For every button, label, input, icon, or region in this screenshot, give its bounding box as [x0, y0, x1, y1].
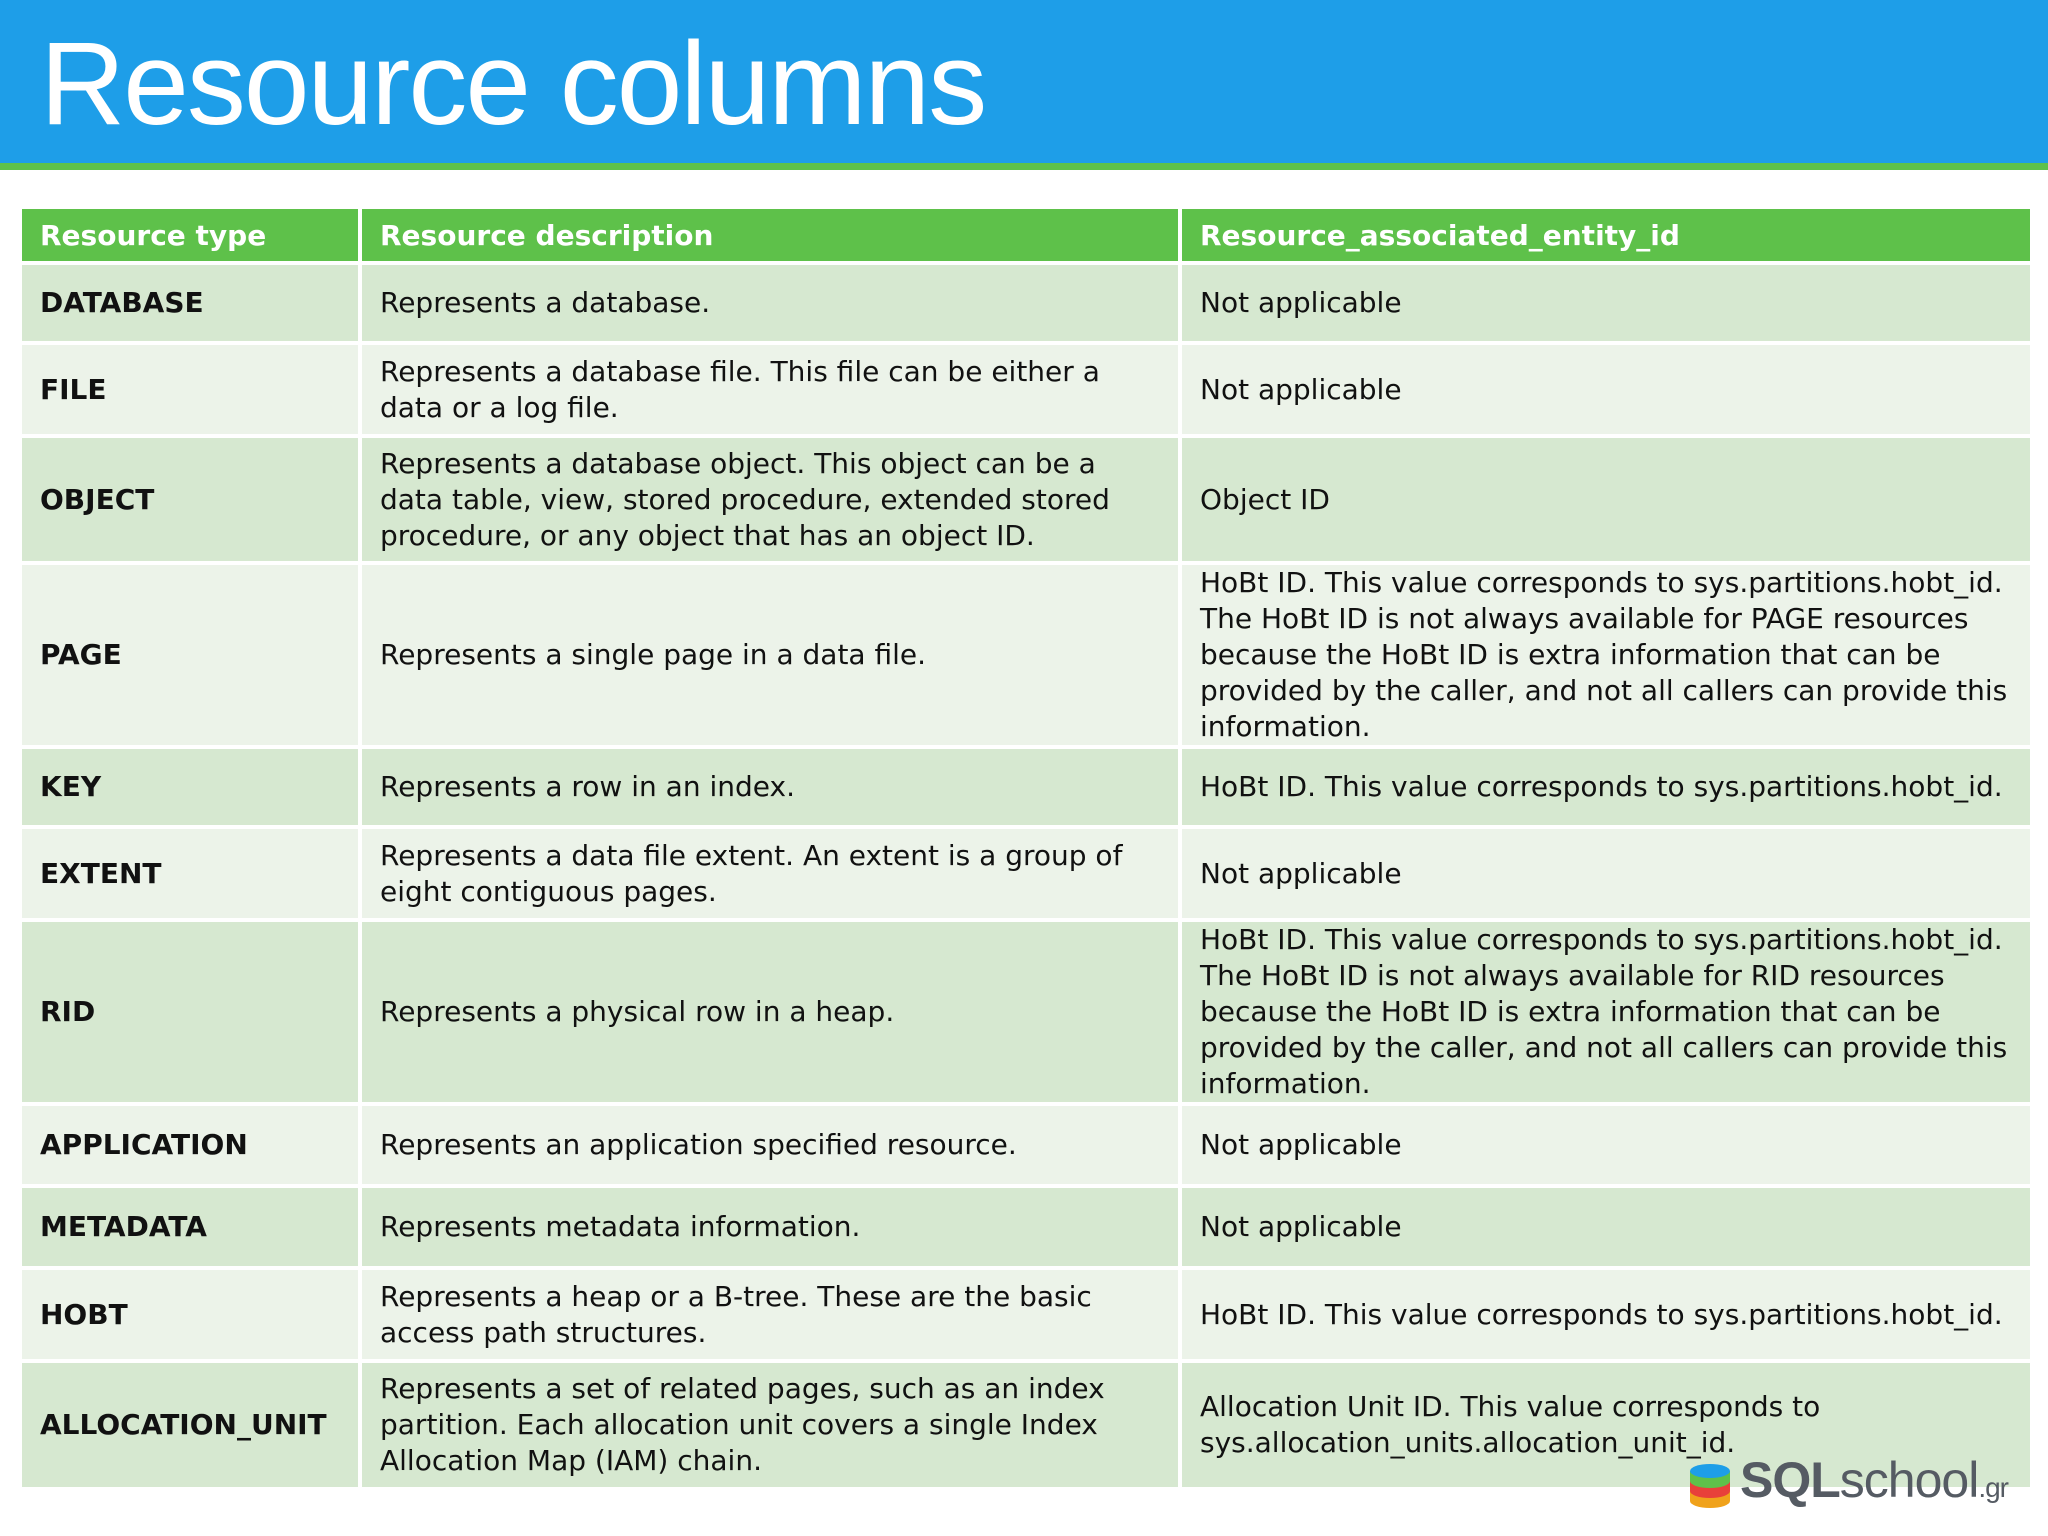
logo-sql: SQL [1739, 1452, 1840, 1508]
header-resource-type: Resource type [20, 207, 360, 263]
logo-school: school [1839, 1452, 1979, 1508]
sqlschool-logo [1688, 1454, 2008, 1514]
cell-associated-entity-id: Not applicable [1180, 263, 2032, 343]
cell-associated-entity-id: Allocation Unit ID. This value corresponds to sys.allocation_units.allocation_unit_id. [1180, 1361, 2032, 1489]
cell-associated-entity-id: Not applicable [1180, 1186, 2032, 1268]
table-row [20, 920, 2032, 1104]
cell-resource-type: KEY [20, 747, 360, 827]
cell-resource-type: METADATA [20, 1186, 360, 1268]
cell-resource-type: DATABASE [20, 263, 360, 343]
table-row [20, 827, 2032, 920]
header-associated-entity-id: Resource_associated_entity_id [1180, 207, 2032, 263]
cell-resource-description: Represents a database file. This file can be either a data or a log file. [360, 343, 1180, 436]
table-row [20, 747, 2032, 827]
logo-gr: .gr [1978, 1472, 2008, 1503]
cell-resource-description: Represents a database. [360, 263, 1180, 343]
cell-resource-type: RID [20, 920, 360, 1104]
database-stack-icon [1688, 1459, 1732, 1509]
table-row [20, 1104, 2032, 1186]
cell-resource-description: Represents an application specified resource. [360, 1104, 1180, 1186]
table-row [20, 343, 2032, 436]
cell-resource-type: OBJECT [20, 436, 360, 563]
cell-resource-description: Represents a single page in a data file. [360, 563, 1180, 747]
cell-associated-entity-id: Object ID [1180, 436, 2032, 563]
cell-associated-entity-id: HoBt ID. This value corresponds to sys.partitions.hobt_id. [1180, 747, 2032, 827]
table-row [20, 1186, 2032, 1268]
cell-resource-description: Represents a database object. This object can be a data table, view, stored procedure, extended stored procedure, or any object that has an object ID. [360, 436, 1180, 563]
resource-table-container [18, 205, 2030, 1491]
cell-resource-type: ALLOCATION_UNIT [20, 1361, 360, 1489]
cell-resource-description: Represents a row in an index. [360, 747, 1180, 827]
cell-resource-type: APPLICATION [20, 1104, 360, 1186]
header-resource-description: Resource description [360, 207, 1180, 263]
title-bar [0, 0, 2048, 170]
table-header-row [20, 207, 2032, 263]
table-row [20, 436, 2032, 563]
resource-table [18, 205, 2034, 1491]
table-row [20, 1268, 2032, 1361]
cell-associated-entity-id: Not applicable [1180, 1104, 2032, 1186]
slide-title: Resource columns [40, 18, 986, 150]
cell-resource-description: Represents metadata information. [360, 1186, 1180, 1268]
cell-resource-description: Represents a heap or a B-tree. These are the basic access path structures. [360, 1268, 1180, 1361]
cell-associated-entity-id: HoBt ID. This value corresponds to sys.partitions.hobt_id. The HoBt ID is not always available for PAGE resources because the HoBt ID is extra information that can be provided by the caller, and not all callers can provide this information. [1180, 563, 2032, 747]
table-row [20, 263, 2032, 343]
cell-associated-entity-id: HoBt ID. This value corresponds to sys.partitions.hobt_id. The HoBt ID is not always available for RID resources because the HoBt ID is extra information that can be provided by the caller, and not all callers can provide this information. [1180, 920, 2032, 1104]
cell-resource-type: HOBT [20, 1268, 360, 1361]
logo-wordmark [1740, 1450, 2008, 1518]
cell-associated-entity-id: HoBt ID. This value corresponds to sys.partitions.hobt_id. [1180, 1268, 2032, 1361]
cell-resource-type: EXTENT [20, 827, 360, 920]
cell-resource-description: Represents a physical row in a heap. [360, 920, 1180, 1104]
cell-resource-description: Represents a data file extent. An extent is a group of eight contiguous pages. [360, 827, 1180, 920]
cell-associated-entity-id: Not applicable [1180, 343, 2032, 436]
cell-resource-type: FILE [20, 343, 360, 436]
cell-resource-type: PAGE [20, 563, 360, 747]
cell-associated-entity-id: Not applicable [1180, 827, 2032, 920]
table-row [20, 563, 2032, 747]
cell-resource-description: Represents a set of related pages, such as an index partition. Each allocation unit covers a single Index Allocation Map (IAM) chain. [360, 1361, 1180, 1489]
